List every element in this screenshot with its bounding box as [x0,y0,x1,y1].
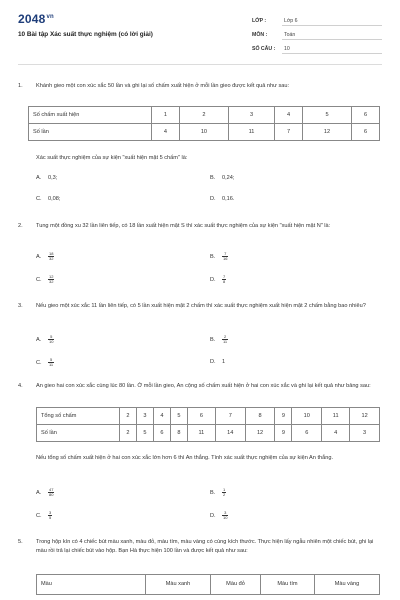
table-cell: Số lần [29,124,152,141]
fraction [222,488,226,497]
answer-option-a[interactable] [36,335,54,345]
option-label: C. [36,359,42,366]
table-cell: 6 [153,425,170,442]
option-label: C. [36,196,42,202]
denominator: 8 [223,279,226,284]
table-cell: 9 [275,408,292,425]
table-cell: Màu [37,575,146,595]
table-cell: 11 [228,124,274,141]
option-label: D. [210,512,216,519]
denominator: 32 [49,256,54,261]
denominator: 10 [223,515,228,520]
table-cell: 10 [179,124,228,141]
table-cell: 12 [303,124,352,141]
answer-option-b[interactable] [210,488,226,498]
option-label: A. [36,175,42,181]
meta-underline [282,39,382,40]
table-cell: 6 [352,107,380,124]
numerator: 47 [49,487,54,492]
option-label: A. [36,253,42,260]
meta-value: Lớp 6 [284,18,298,24]
table-cell: 12 [245,425,275,442]
table-cell: 8 [245,408,275,425]
option-label: A. [36,336,42,343]
table-cell: 4 [275,107,303,124]
table-cell: 6 [187,408,215,425]
denominator: 2 [223,492,226,497]
fraction [222,275,226,284]
question-text: Tung một đồng xu 32 lần liên tiếp, có 18 lần xuất hiện mặt S thì xác suất thực nghiệm của sự kiện "xuất hiện mặt N" là: [36,223,331,229]
option-label: C. [36,512,42,519]
option-label: B. [210,253,216,260]
answer-option-b[interactable] [210,174,234,183]
header-divider [18,64,382,65]
meta-key: LỚP : [252,18,267,24]
data-table [36,574,380,595]
table-cell: 8 [170,425,187,442]
option-value: 0,08; [48,196,61,202]
question-text: Trong hộp kín có 4 chiếc bút màu xanh, màu đỏ, màu tím, màu vàng có cùng kích thước. Thực hiện lấy ngẫu nhiên một chiếc bút, ghi lại màu rồi trả lại chiếc bút vào hộp. Bạn Hà thực hiện 100 lần và được kết quả như sau: [36,539,374,554]
fraction [222,252,228,261]
table-cell: 3 [228,107,274,124]
question-4 [18,382,382,527]
denominator: 10 [49,339,54,344]
table-cell: 2 [179,107,228,124]
table-cell: 5 [170,408,187,425]
option-label: B. [210,489,216,496]
meta-key: MÔN : [252,32,268,38]
numerator: 3 [222,511,228,516]
table-cell: Tổng số chấm [37,408,120,425]
table-row [29,107,380,124]
numerator: 5 [48,335,54,340]
numerator: 7 [222,252,228,257]
denominator: 11 [49,362,54,367]
table-row [37,425,380,442]
numerator: 12 [49,274,54,279]
answer-option-b[interactable] [210,252,228,262]
question-3 [18,302,382,372]
table-cell: 7 [275,124,303,141]
fraction [48,335,54,344]
numerator: 3 [49,510,52,515]
answer-option-d[interactable] [210,358,225,367]
fraction [222,335,228,344]
fraction [222,511,228,520]
fraction [48,488,54,497]
answer-option-b[interactable] [210,335,228,345]
answer-option-a[interactable] [36,174,57,183]
answer-option-d[interactable] [210,275,226,285]
table-cell: 6 [292,425,322,442]
table-cell: 5 [303,107,352,124]
option-value: 0,16. [222,196,235,202]
option-value: 0,3; [48,175,58,181]
answer-option-a[interactable] [36,488,54,498]
option-label: B. [210,175,216,181]
logo-suffix: vn [46,14,54,20]
table-cell: 3 [136,408,153,425]
numerator: 5 [49,357,53,362]
question-number: 4. [18,383,23,389]
option-label: C. [36,276,42,283]
option-value: 0,24; [222,175,235,181]
meta-underline [282,25,382,26]
table-cell: 5 [136,425,153,442]
table-cell: 4 [152,124,180,141]
data-table [28,106,380,141]
table-cell: 12 [350,408,380,425]
answer-option-c[interactable] [36,358,54,368]
denominator: 16 [223,256,228,261]
table-cell: Số chấm xuất hiện [29,107,152,124]
question-2 [18,222,382,292]
option-label: B. [210,336,216,343]
numerator: 1 [223,487,226,492]
logo-text: 2048 [18,12,46,26]
numerator: 18 [49,251,54,256]
table-cell: 11 [187,425,215,442]
question-number: 5. [18,539,23,545]
table-cell: 10 [292,408,322,425]
table-cell: Màu tím [261,575,315,595]
option-label: D. [210,359,216,365]
option-label: D. [210,276,216,283]
document-header [0,0,400,66]
data-table [36,407,380,442]
table-cell: 7 [215,408,245,425]
table-row [37,575,380,595]
denominator: 11 [223,339,228,344]
document-title: 10 Bài tập Xác suất thực nghiệm (có lời giải) [18,31,153,38]
fraction [48,358,54,367]
table-cell: 3 [350,425,380,442]
meta-value: Toán [284,32,296,38]
answer-option-c[interactable] [36,275,54,285]
table-cell: 4 [153,408,170,425]
option-label: D. [210,196,216,202]
table-cell: Màu vàng [314,575,379,595]
question-number: 1. [18,83,23,89]
meta-value: 10 [284,46,290,52]
table-cell: 14 [215,425,245,442]
denominator: 5 [49,515,52,520]
table-row [29,124,380,141]
option-label: A. [36,489,42,496]
option-value: 1 [222,359,226,365]
meta-key: SỐ CÂU : [252,46,276,52]
answer-option-d[interactable] [210,195,234,204]
denominator: 80 [49,492,54,497]
table-cell: 2 [120,425,137,442]
denominator: 32 [49,279,54,284]
numerator: 7 [223,274,226,279]
fraction [48,511,52,520]
table-cell: 1 [152,107,180,124]
table-cell: Màu xanh [146,575,211,595]
question-text: An gieo hai con xúc xắc cùng lúc 80 lần. Ở mỗi lần gieo, An cộng số chấm xuất hiện ở hai con xúc xắc và ghi lại kết quả như bảng sau: [36,383,371,389]
answer-option-c[interactable] [36,511,52,521]
table-cell: 9 [275,425,292,442]
table-cell: Số lần [37,425,120,442]
question-number: 3. [18,303,23,309]
question-text: Khánh gieo một con xúc xắc 50 lần và ghi lại số chấm xuất hiện ở mỗi lần gieo được kết quả như sau: [36,83,290,89]
answer-option-d[interactable] [210,511,228,521]
question-number: 2. [18,223,23,229]
question-subtext: Nếu tổng số chấm xuất hiện ở hai con xúc xắc lớn hơn 6 thì An thắng. Tính xác suất thực nghiệm của sự kiện An thắng. [36,455,334,461]
question-1 [18,82,382,212]
question-5 [18,538,382,600]
answer-option-a[interactable] [36,252,54,262]
question-subtext: Xác suất thực nghiệm của sự kiện "xuất hiện mặt 5 chấm" là: [36,155,188,161]
table-cell: 2 [120,408,137,425]
table-row [37,408,380,425]
table-cell: Màu đỏ [211,575,261,595]
site-logo[interactable] [18,12,54,26]
table-cell: 6 [352,124,380,141]
question-text: Nếu gieo một xúc xắc 11 lần liên tiếp, có 5 lần xuất hiện mặt 2 chấm thì xác suất thực nghiệm xuất hiện mặt 2 chấm bằng bao nhiêu? [36,303,366,309]
table-cell: 4 [322,425,350,442]
fraction [48,275,54,284]
numerator: 2 [223,334,227,339]
fraction [48,252,54,261]
answer-option-c[interactable] [36,195,60,204]
meta-underline [282,53,382,54]
table-cell: 11 [322,408,350,425]
